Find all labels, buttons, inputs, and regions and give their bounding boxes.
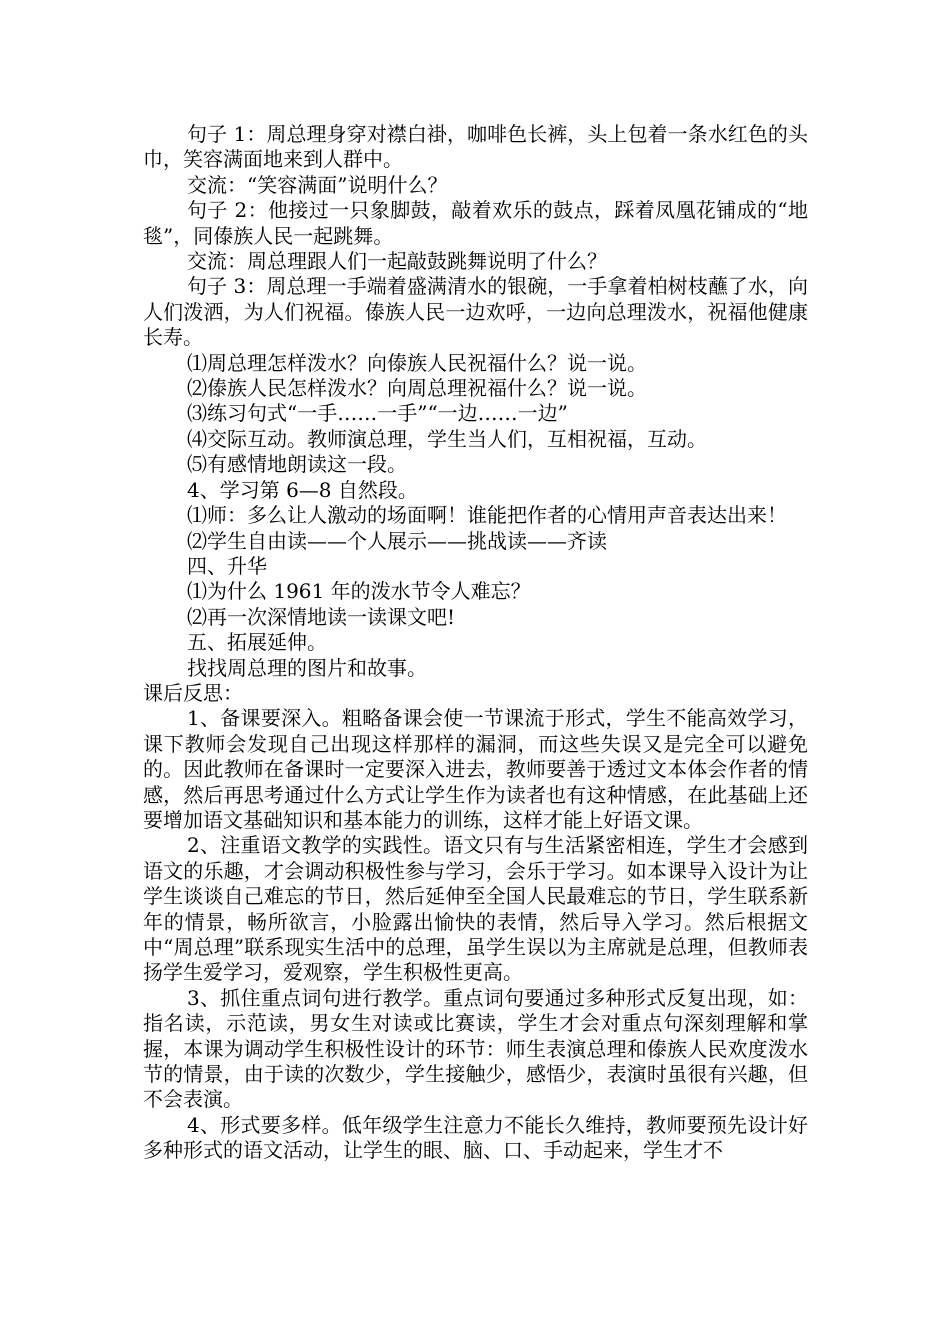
paragraph: ⑴周总理怎样泼水？向傣族人民祝福什么？说一说。: [187, 350, 647, 375]
paragraph: 3、抓住重点词句进行教学。重点词句要通过多种形式反复出现，如：指名读，示范读，男女生对读或比赛读，学生才会对重点句深刻理解和掌握，本课为调动学生积极性设计的环节：师生表演总理和傣族人民欢度泼水节的情景，由于读的次数少，学生接触少，感悟少，表演时虽很有兴趣，但不会表演。: [143, 985, 808, 1112]
paragraph: 2、注重语文教学的实践性。语文只有与生活紧密相连，学生才会感到语文的乐趣，才会调动积极性参与学习，会乐于学习。如本课导入设计为让学生谈谈自己难忘的节日，然后延伸至全国人民最难忘的节日，学生联系新年的情景，畅所欲言，小脸露出愉快的表情，然后导入学习。然后根据文中“周总理”联系现实生活中的总理，虽学生误以为主席就是总理，但教师表扬学生爱学习，爱观察，学生积极性更高。: [143, 833, 808, 985]
paragraph: 课后反思：: [143, 680, 243, 705]
paragraph: ⑵再一次深情地读一读课文吧!: [187, 604, 456, 629]
paragraph: 1、备课要深入。粗略备课会使一节课流于形式，学生不能高效学习，课下教师会发现自己出现这样那样的漏洞，而这些失误又是完全可以避免的。因此教师在备课时一定要深入进去，教师要善于透过文本体会作者的情感，然后再思考通过什么方式让学生作为读者也有这种情感，在此基础上还要增加语文基础知识和基本能力的训练，这样才能上好语文课。: [143, 706, 808, 832]
paragraph: 交流：周总理跟人们一起敲鼓跳舞说明了什么？: [187, 249, 607, 274]
document-body: [143, 122, 808, 1164]
paragraph: 4、学习第 6—8 自然段。: [187, 477, 418, 502]
paragraph: 交流：“笑容满面”说明什么？: [187, 172, 448, 197]
paragraph: ⑵傣族人民怎样泼水？向周总理祝福什么？说一说。: [187, 376, 647, 401]
paragraph: ⑶练习句式“一手……一手”“一边……一边”: [187, 401, 568, 426]
paragraph: 四、升华: [187, 553, 267, 578]
paragraph: 找找周总理的图片和故事。: [187, 655, 427, 680]
paragraph: 句子 3：周总理一手端着盛满清水的银碗，一手拿着柏树枝蘸了水，向人们泼洒，为人们祝福。傣族人民一边欢呼，一边向总理泼水，祝福他健康长寿。: [143, 274, 808, 350]
paragraph: 4、形式要多样。低年级学生注意力不能长久维持，教师要预先设计好多种形式的语文活动，让学生的眼、脑、口、手动起来，学生才不: [143, 1112, 808, 1163]
paragraph: 句子 2：他接过一只象脚鼓，敲着欢乐的鼓点，踩着凤凰花铺成的“地毯”，同傣族人民一起跳舞。: [143, 198, 808, 248]
paragraph: ⑴为什么 1961 年的泼水节令人难忘？: [187, 579, 531, 604]
paragraph: ⑸有感情地朗读这一段。: [187, 452, 407, 477]
paragraph: ⑷交际互动。教师演总理，学生当人们，互相祝福，互动。: [187, 426, 707, 451]
paragraph: 五、拓展延伸。: [187, 630, 327, 655]
paragraph: 句子 1：周总理身穿对襟白褂，咖啡色长裤，头上包着一条水红色的头巾，笑容满面地来到人群中。: [143, 122, 808, 172]
paragraph: ⑵学生自由读——个人展示——挑战读——齐读: [187, 528, 607, 553]
paragraph: ⑴师：多么让人激动的场面啊！谁能把作者的心情用声音表达出来！: [187, 503, 787, 528]
